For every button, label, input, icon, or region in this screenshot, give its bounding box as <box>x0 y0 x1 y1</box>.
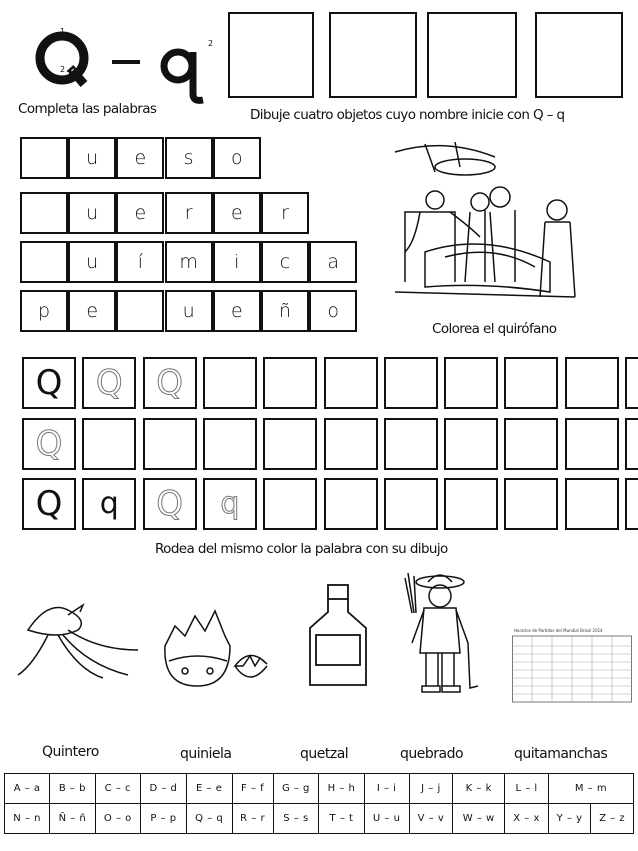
word-letter-cell: e <box>68 290 116 332</box>
word-letter-cell: i <box>213 241 261 283</box>
circle-same-color-instruction: Rodea del mismo color la palabra con su dibujo <box>155 541 448 557</box>
word-letter-cell: o <box>309 290 357 332</box>
dotted-trace-letter: Q <box>35 424 63 464</box>
dotted-trace-letter: Q <box>156 363 183 403</box>
word-letter-cell: s <box>165 137 213 179</box>
trace-cell[interactable] <box>504 418 558 470</box>
trace-cell[interactable] <box>143 478 197 530</box>
word-letter-cell: u <box>68 192 116 234</box>
alphabet-cell: C – c <box>95 774 141 804</box>
quetzal-bird-picture[interactable] <box>8 590 148 680</box>
trace-cell[interactable] <box>82 357 136 409</box>
trace-cell[interactable] <box>143 418 197 470</box>
trace-cell[interactable] <box>384 418 438 470</box>
match-word-quebrado[interactable]: quebrado <box>400 746 464 762</box>
alphabet-cell: Q – q <box>186 804 232 834</box>
alphabet-cell: E – e <box>186 774 232 804</box>
trace-cell[interactable] <box>324 357 378 409</box>
alphabet-cell: K – k <box>453 774 505 804</box>
trace-cell[interactable] <box>565 357 619 409</box>
trace-cell[interactable] <box>22 357 76 409</box>
trace-letter: q <box>99 486 119 521</box>
word-letter-cell: u <box>68 137 116 179</box>
word-letter-cell: o <box>213 137 261 179</box>
alphabet-cell: M – m <box>548 774 633 804</box>
alphabet-cell: Ñ – ñ <box>50 804 95 834</box>
alphabet-cell: U – u <box>364 804 409 834</box>
alphabet-cell: G – g <box>273 774 319 804</box>
trace-letter: Q <box>35 363 63 403</box>
bottle-picture[interactable] <box>300 580 375 690</box>
trace-cell[interactable] <box>444 357 498 409</box>
svg-text:2: 2 <box>60 65 66 74</box>
color-operating-room-instruction: Colorea el quirófano <box>432 321 557 337</box>
trace-cell[interactable] <box>82 418 136 470</box>
dotted-trace-letter: Q <box>95 363 123 403</box>
svg-text:2: 2 <box>208 39 214 48</box>
alphabet-cell: O – o <box>95 804 141 834</box>
word-letter-cell: u <box>165 290 213 332</box>
draw-objects-instruction: Dibuje cuatro objetos cuyo nombre inicie con Q – q <box>250 107 565 123</box>
alphabet-cell: D – d <box>141 774 187 804</box>
trace-cell[interactable] <box>203 357 257 409</box>
trace-cell[interactable] <box>82 478 136 530</box>
trace-cell[interactable] <box>625 357 638 409</box>
match-word-quitamanchas[interactable]: quitamanchas <box>514 746 608 762</box>
word-letter-cell[interactable] <box>116 290 164 332</box>
word-letter-cell: c <box>261 241 309 283</box>
word-letter-cell: e <box>116 192 164 234</box>
word-letter-cell: e <box>116 137 164 179</box>
word-letter-cell: ñ <box>261 290 309 332</box>
trace-cell[interactable] <box>504 357 558 409</box>
trace-cell[interactable] <box>203 418 257 470</box>
dotted-trace-letter: q <box>220 486 240 521</box>
alphabet-cell: I – i <box>364 774 409 804</box>
alphabet-table <box>4 773 634 834</box>
svg-text:1: 1 <box>60 27 66 36</box>
alphabet-cell: Y – y <box>548 804 590 834</box>
trace-cell[interactable] <box>263 478 317 530</box>
alphabet-cell: V – v <box>409 804 453 834</box>
alphabet-cell: P – p <box>141 804 187 834</box>
word-letter-cell: m <box>165 241 213 283</box>
draw-box-1[interactable] <box>228 12 314 98</box>
alphabet-cell: Z – z <box>591 804 634 834</box>
trace-cell[interactable] <box>384 478 438 530</box>
trace-cell[interactable] <box>444 478 498 530</box>
trace-cell[interactable] <box>324 478 378 530</box>
alphabet-cell: L – l <box>505 774 549 804</box>
broken-egg-picture[interactable] <box>155 596 270 691</box>
trace-cell[interactable] <box>565 418 619 470</box>
trace-cell[interactable] <box>263 418 317 470</box>
alphabet-cell: F – f <box>232 774 273 804</box>
alphabet-cell: S – s <box>273 804 319 834</box>
q-letter-graphic <box>18 12 218 104</box>
farmer-picture[interactable] <box>400 568 480 698</box>
word-letter-cell: u <box>68 241 116 283</box>
trace-cell[interactable] <box>324 418 378 470</box>
trace-cell[interactable] <box>625 418 638 470</box>
trace-cell[interactable] <box>22 478 76 530</box>
match-word-quetzal[interactable]: quetzal <box>300 746 349 762</box>
trace-cell[interactable] <box>625 478 638 530</box>
alphabet-cell: B – b <box>50 774 95 804</box>
word-letter-cell: r <box>261 192 309 234</box>
alphabet-cell: T – t <box>319 804 364 834</box>
trace-cell[interactable] <box>143 357 197 409</box>
trace-cell[interactable] <box>384 357 438 409</box>
trace-cell[interactable] <box>203 478 257 530</box>
alphabet-cell: J – j <box>409 774 453 804</box>
word-letter-cell: í <box>116 241 164 283</box>
trace-cell[interactable] <box>504 478 558 530</box>
match-word-quiniela[interactable]: quiniela <box>180 746 232 762</box>
alphabet-cell: R – r <box>232 804 273 834</box>
alphabet-cell: X – x <box>505 804 549 834</box>
alphabet-cell: A – a <box>5 774 50 804</box>
word-letter-cell: r <box>165 192 213 234</box>
word-letter-cell[interactable] <box>20 192 68 234</box>
dotted-trace-letter: Q <box>156 484 183 524</box>
lottery-table-caption: Horarios de Partidos del Mundial Brasil 2014 <box>514 628 603 633</box>
trace-cell[interactable] <box>263 357 317 409</box>
operating-room-picture <box>385 132 585 312</box>
lottery-table-picture[interactable] <box>512 628 632 703</box>
header-letters <box>18 12 218 104</box>
word-letter-cell: p <box>20 290 68 332</box>
word-letter-cell: e <box>213 192 261 234</box>
trace-cell[interactable] <box>444 418 498 470</box>
word-letter-cell[interactable] <box>20 241 68 283</box>
alphabet-cell: W – w <box>453 804 505 834</box>
word-letter-cell: e <box>213 290 261 332</box>
draw-box-4[interactable] <box>535 12 623 98</box>
draw-box-2[interactable] <box>329 12 417 98</box>
match-word-quintero[interactable]: Quintero <box>42 744 99 760</box>
complete-words-instruction: Completa las palabras <box>18 101 157 117</box>
word-letter-cell[interactable] <box>20 137 68 179</box>
alphabet-cell: N – n <box>5 804 50 834</box>
draw-box-3[interactable] <box>427 12 517 98</box>
trace-cell[interactable] <box>565 478 619 530</box>
alphabet-cell: H – h <box>319 774 364 804</box>
word-letter-cell: a <box>309 241 357 283</box>
trace-letter: Q <box>35 484 63 524</box>
trace-cell[interactable] <box>22 418 76 470</box>
